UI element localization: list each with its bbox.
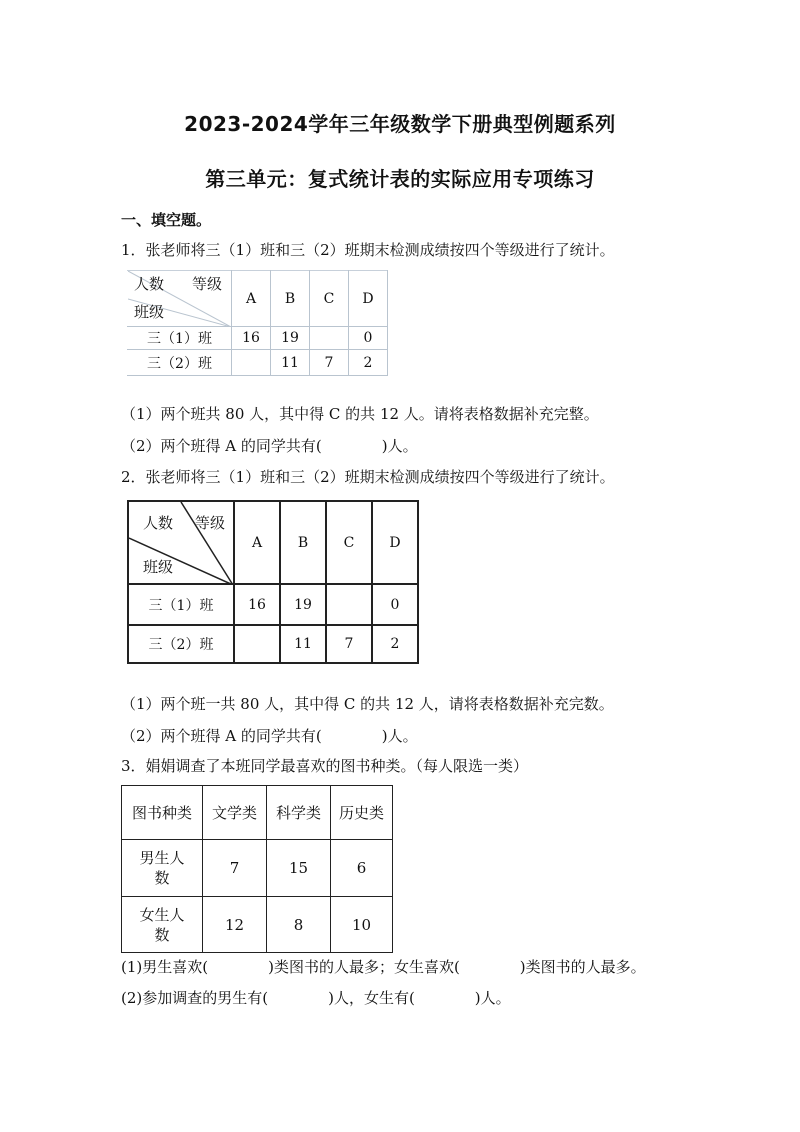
header-class-label: 班级: [143, 558, 174, 576]
table-cell-blank: [232, 350, 271, 376]
question-1-stem: 1．张老师将三（1）班和三（2）班期末检测成绩按四个等级进行了统计。: [121, 241, 615, 259]
header-people-label: 人数: [143, 514, 174, 532]
column-header: B: [271, 271, 310, 327]
table-row: [122, 897, 393, 953]
column-header: C: [310, 271, 349, 327]
row-label: 三（1）班: [128, 327, 232, 350]
row-label: 三（1）班: [128, 584, 234, 625]
question-3-part-2: (2)参加调查的男生有( )人，女生有( )人。: [121, 989, 511, 1007]
table-cell-blank: [326, 584, 372, 625]
table-cell: 19: [271, 327, 310, 350]
header-grade-label: 等级: [195, 514, 226, 532]
table-cell: 7: [310, 350, 349, 376]
table-cell: 2: [372, 625, 418, 663]
table-row: [128, 625, 418, 663]
table-cell: 11: [280, 625, 326, 663]
table-cell: 0: [372, 584, 418, 625]
question-3-stem: 3．娟娟调查了本班同学最喜欢的图书种类。（每人限选一类）: [121, 757, 529, 775]
question-2-stem: 2．张老师将三（1）班和三（2）班期末检测成绩按四个等级进行了统计。: [121, 468, 615, 486]
section-heading: 一、填空题。: [121, 211, 212, 229]
table-cell: 7: [203, 840, 267, 897]
table-cell: 11: [271, 350, 310, 376]
table-cell: 15: [267, 840, 331, 897]
table-cell: 6: [331, 840, 393, 897]
question-2-part-1: （1）两个班一共 80 人，其中得 C 的共 12 人，请将表格数据补充完数。: [121, 695, 614, 713]
document-title: 2023-2024学年三年级数学下册典型例题系列: [184, 112, 616, 136]
header-people-label: 人数: [134, 275, 165, 293]
header-class-label: 班级: [134, 303, 165, 321]
column-header: A: [234, 501, 280, 584]
table-header-diagonal: [128, 271, 232, 327]
table-row: [128, 327, 388, 350]
table-row: [122, 840, 393, 897]
table-row: [128, 350, 388, 376]
table-cell: 7: [326, 625, 372, 663]
table-cell: 10: [331, 897, 393, 953]
row-label: 女生人数: [122, 897, 203, 953]
question-1-part-2: （2）两个班得 A 的同学共有( )人。: [121, 437, 418, 455]
table-cell: 8: [267, 897, 331, 953]
question-2-part-2: （2）两个班得 A 的同学共有( )人。: [121, 727, 418, 745]
table-cell: 19: [280, 584, 326, 625]
document-subtitle: 第三单元：复式统计表的实际应用专项练习: [205, 167, 595, 191]
question-3-part-1: (1)男生喜欢( )类图书的人最多；女生喜欢( )类图书的人最多。: [121, 958, 646, 976]
table-cell-blank: [310, 327, 349, 350]
header-grade-label: 等级: [192, 275, 223, 293]
header-book-type: 图书种类: [122, 786, 203, 840]
table-cell-blank: [234, 625, 280, 663]
column-header: 文学类: [203, 786, 267, 840]
table-row: [128, 584, 418, 625]
table-cell: 16: [234, 584, 280, 625]
question-1-table: [127, 270, 388, 376]
column-header: C: [326, 501, 372, 584]
table-header-diagonal: [128, 501, 234, 584]
column-header: A: [232, 271, 271, 327]
column-header: D: [349, 271, 388, 327]
table-cell: 16: [232, 327, 271, 350]
row-label: 三（2）班: [128, 625, 234, 663]
column-header: 历史类: [331, 786, 393, 840]
question-2-table: [127, 500, 419, 664]
table-cell: 2: [349, 350, 388, 376]
question-1-part-1: （1）两个班共 80 人，其中得 C 的共 12 人。请将表格数据补充完整。: [121, 405, 599, 423]
row-label: 男生人数: [122, 840, 203, 897]
column-header: D: [372, 501, 418, 584]
column-header: 科学类: [267, 786, 331, 840]
column-header: B: [280, 501, 326, 584]
question-3-table: [121, 785, 393, 953]
table-cell: 0: [349, 327, 388, 350]
row-label: 三（2）班: [128, 350, 232, 376]
table-cell: 12: [203, 897, 267, 953]
